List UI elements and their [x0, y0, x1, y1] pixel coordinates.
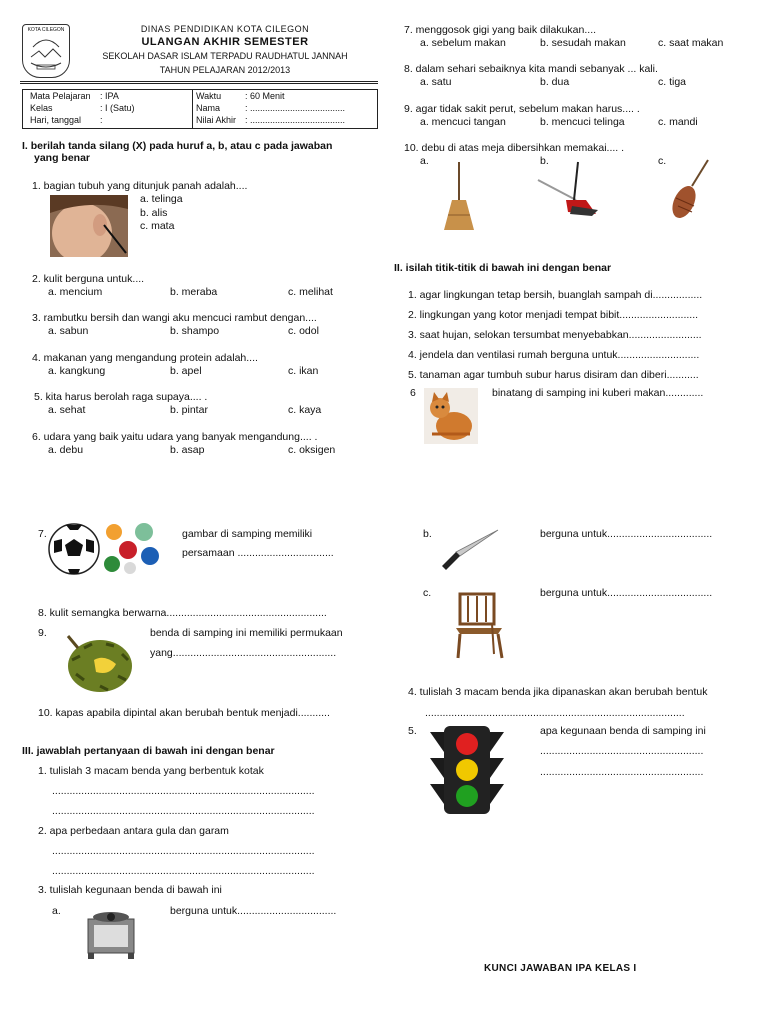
- section-1-title: I. berilah tanda silang (X) pada huruf a, b, atau c pada jawaban: [22, 140, 333, 152]
- s2-q7-text1: gambar di samping memiliki: [182, 528, 313, 540]
- q4-option-a[interactable]: a. kangkung: [48, 365, 106, 377]
- s3-q2-line-1[interactable]: ..........................................................................................: [52, 845, 315, 857]
- answer-key-title: KUNCI JAWABAN IPA KELAS I: [484, 963, 637, 974]
- q3-text: 3. rambutku bersih dan wangi aku mencuci rambut dengan....: [32, 312, 317, 324]
- gas-stove-icon: [82, 905, 140, 961]
- s3-q3: 3. tulislah kegunaan benda di bawah ini: [38, 884, 222, 896]
- s3-q3b-label: b.: [423, 528, 432, 540]
- q7-text: 7. menggosok gigi yang baik dilakukan....: [404, 24, 597, 36]
- traffic-light-icon: [430, 724, 504, 816]
- s2-q9-text1: benda di samping ini memiliki permukaan: [150, 627, 343, 639]
- q8-option-a[interactable]: a. satu: [420, 76, 452, 88]
- q1-option-b[interactable]: b. alis: [140, 207, 168, 219]
- q7-option-a[interactable]: a. sebelum makan: [420, 37, 506, 49]
- q10-option-c[interactable]: c.: [658, 155, 667, 167]
- header-school: SEKOLAH DASAR ISLAM TERPADU RAUDHATUL JANNAH: [102, 51, 348, 61]
- s3-q5-number: 5.: [408, 725, 417, 737]
- chair-icon: [452, 592, 508, 660]
- s2-q9-number: 9.: [38, 627, 47, 639]
- s2-q3[interactable]: 3. saat hujan, selokan tersumbat menyebabkan.........................: [408, 329, 702, 341]
- s3-q1: 1. tulislah 3 macam benda yang berbentuk kotak: [38, 765, 264, 777]
- nama-field[interactable]: : ......................................: [245, 103, 346, 113]
- s2-q10[interactable]: 10. kapas apabila dipintal akan berubah bentuk menjadi...........: [38, 707, 330, 719]
- q5-option-c[interactable]: c. kaya: [288, 404, 322, 416]
- s2-q7-text2[interactable]: persamaan .................................: [182, 547, 334, 559]
- marbles-icon: [100, 520, 164, 576]
- s3-q3c-label: c.: [423, 587, 432, 599]
- s3-q2-line-2[interactable]: ..........................................................................................: [52, 865, 315, 877]
- q6-option-c[interactable]: c. oksigen: [288, 444, 336, 456]
- section-1-title-2: yang benar: [34, 152, 91, 164]
- q6-text: 6. udara yang baik yaitu udara yang banyak mengandung.... .: [32, 431, 318, 443]
- header-rule-2: [20, 83, 378, 84]
- hari-label: Hari, tanggal: [30, 115, 82, 125]
- section-2-title: II. isilah titik-titik di bawah ini dengan benar: [394, 262, 612, 274]
- feather-duster-icon: [668, 158, 712, 220]
- s3-q3c-text[interactable]: berguna untuk....................................: [540, 587, 713, 599]
- q7-option-b[interactable]: b. sesudah makan: [540, 37, 626, 49]
- s2-q2[interactable]: 2. lingkungan yang kotor menjadi tempat bibit...........................: [408, 309, 699, 321]
- header-year: TAHUN PELAJARAN 2012/2013: [159, 65, 291, 75]
- s2-q1[interactable]: 1. agar lingkungan tetap bersih, buanglah sampah di.................: [408, 289, 703, 301]
- q1-text: 1. bagian tubuh yang ditunjuk panah adalah....: [32, 180, 248, 192]
- nilai-label: Nilai Akhir: [196, 115, 237, 125]
- info-divider: [192, 89, 193, 129]
- s2-q5[interactable]: 5. tanaman agar tumbuh subur harus disiram dan diberi...........: [408, 369, 699, 381]
- q5-option-a[interactable]: a. sehat: [48, 404, 86, 416]
- q4-option-b[interactable]: b. apel: [170, 365, 202, 377]
- s2-q7-number: 7.: [38, 528, 47, 540]
- s2-q8[interactable]: 8. kulit semangka berwarna.......................................................: [38, 607, 327, 619]
- q9-option-c[interactable]: c. mandi: [658, 116, 698, 128]
- logo-text: KOTA CILEGON: [27, 27, 65, 33]
- durian-icon: [60, 630, 136, 696]
- s3-q4: 4. tulislah 3 macam benda jika dipanaskan akan berubah bentuk: [408, 686, 708, 698]
- s3-q3a-label: a.: [52, 905, 61, 917]
- s3-q5-text: apa kegunaan benda di samping ini: [540, 725, 706, 737]
- q9-option-a[interactable]: a. mencuci tangan: [420, 116, 506, 128]
- q1-option-c[interactable]: c. mata: [140, 220, 175, 232]
- exam-header: [20, 20, 378, 80]
- s2-q6-number: 6: [410, 387, 416, 399]
- q8-option-c[interactable]: c. tiga: [658, 76, 687, 88]
- q8-option-b[interactable]: b. dua: [540, 76, 570, 88]
- q4-option-c[interactable]: c. ikan: [288, 365, 319, 377]
- hari-value[interactable]: :: [100, 115, 103, 125]
- s3-q5-line-2[interactable]: ........................................................: [540, 766, 704, 778]
- s3-q1-line-2[interactable]: ..........................................................................................: [52, 805, 315, 817]
- knife-icon: [440, 528, 500, 572]
- broom-icon: [442, 160, 476, 232]
- q1-option-a[interactable]: a. telinga: [140, 193, 183, 205]
- s2-q6-text[interactable]: binatang di samping ini kuberi makan.............: [492, 387, 704, 399]
- q3-option-c[interactable]: c. odol: [288, 325, 319, 337]
- s2-q4[interactable]: 4. jendela dan ventilasi rumah berguna untuk............................: [408, 349, 700, 361]
- school-logo: [22, 24, 70, 78]
- kelas-label: Kelas: [30, 103, 53, 113]
- s3-q3a-text[interactable]: berguna untuk..................................: [170, 905, 337, 917]
- header-rule: [20, 81, 378, 82]
- soccer-ball-icon: [48, 521, 100, 577]
- section-3-title: III. jawablah pertanyaan di bawah ini dengan benar: [22, 745, 275, 757]
- nilai-field[interactable]: : ......................................: [245, 115, 346, 125]
- q10-option-b[interactable]: b.: [540, 155, 549, 167]
- waktu-value: : 60 Menit: [245, 91, 285, 101]
- q2-option-c[interactable]: c. melihat: [288, 286, 333, 298]
- s3-q5-line-1[interactable]: ........................................................: [540, 745, 704, 757]
- cat-photo: [424, 388, 478, 444]
- dustpan-broom-icon: [534, 160, 604, 218]
- header-line1: DINAS PENDIDIKAN KOTA CILEGON: [140, 24, 310, 34]
- q5-text: 5. kita harus berolah raga supaya.... .: [34, 391, 208, 403]
- mapel-label: Mata Pelajaran: [30, 91, 91, 101]
- q9-text: 9. agar tidak sakit perut, sebelum makan harus.... .: [404, 103, 640, 115]
- q6-option-a[interactable]: a. debu: [48, 444, 84, 456]
- s3-q2: 2. apa perbedaan antara gula dan garam: [38, 825, 229, 837]
- q10-text: 10. debu di atas meja dibersihkan memakai.... .: [404, 142, 625, 154]
- q6-option-b[interactable]: b. asap: [170, 444, 205, 456]
- header-title: ULANGAN AKHIR SEMESTER: [141, 36, 309, 48]
- s3-q1-line-1[interactable]: ..........................................................................................: [52, 785, 315, 797]
- s3-q3b-text[interactable]: berguna untuk....................................: [540, 528, 713, 540]
- q8-text: 8. dalam sehari sebaiknya kita mandi sebanyak ... kali.: [404, 63, 658, 75]
- q7-option-c[interactable]: c. saat makan: [658, 37, 724, 49]
- s2-q9-text2[interactable]: yang........................................................: [150, 647, 337, 659]
- q2-option-a[interactable]: a. mencium: [48, 286, 103, 298]
- q10-option-a[interactable]: a.: [420, 155, 429, 167]
- child-ear-photo: [50, 195, 128, 257]
- q3-option-a[interactable]: a. sabun: [48, 325, 89, 337]
- kelas-value: : I (Satu): [100, 103, 135, 113]
- s3-q4-line[interactable]: .........................................................................................: [425, 707, 685, 719]
- mapel-value: : IPA: [100, 91, 119, 101]
- q4-text: 4. makanan yang mengandung protein adalah....: [32, 352, 258, 364]
- q3-option-b[interactable]: b. shampo: [170, 325, 220, 337]
- q2-option-b[interactable]: b. meraba: [170, 286, 218, 298]
- q9-option-b[interactable]: b. mencuci telinga: [540, 116, 625, 128]
- nama-label: Nama: [196, 103, 221, 113]
- q2-text: 2. kulit berguna untuk....: [32, 273, 145, 285]
- q5-option-b[interactable]: b. pintar: [170, 404, 208, 416]
- waktu-label: Waktu: [196, 91, 222, 101]
